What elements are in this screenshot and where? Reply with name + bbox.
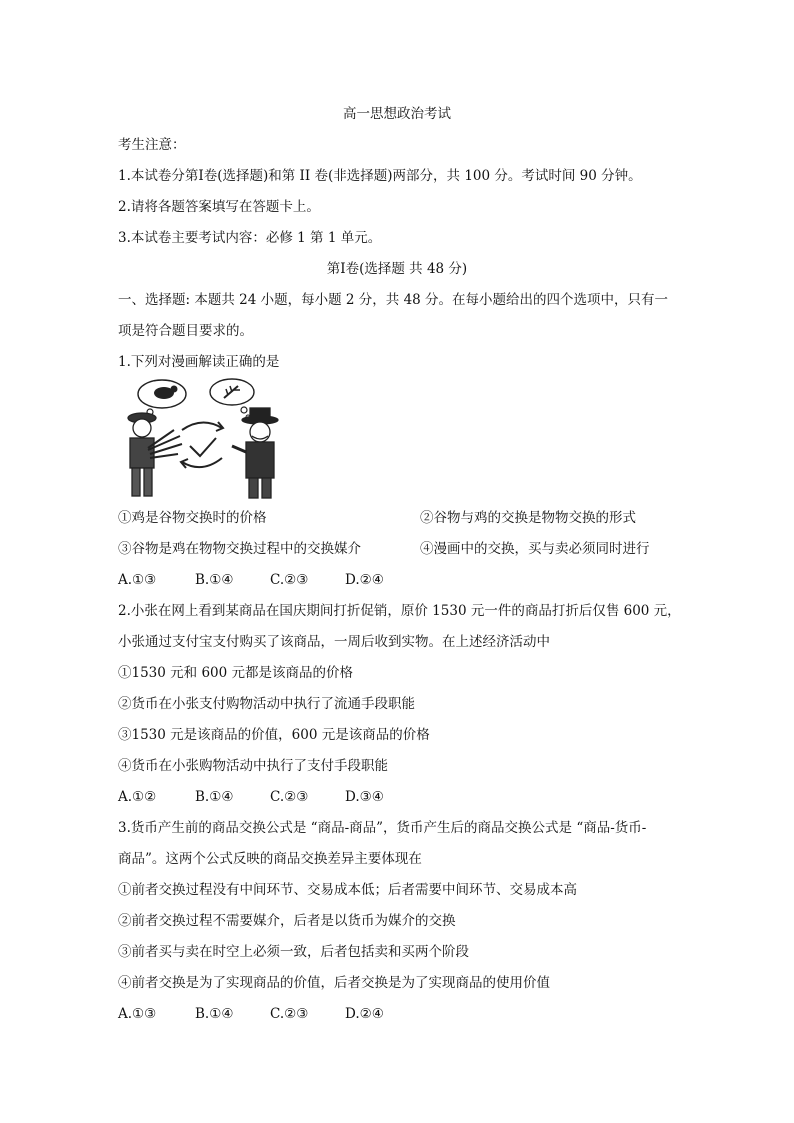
q1-statement-2: ②谷物与鸡的交换是物物交换的形式: [420, 510, 636, 526]
farmer-figure: [128, 413, 182, 496]
q3-choice-c: C.②③: [270, 1006, 309, 1022]
q3-statement-3: ③前者买与卖在时空上必须一致，后者包括卖和买两个阶段: [118, 944, 469, 960]
exam-title: 高一思想政治考试: [343, 106, 451, 122]
q1-statement-3: ③谷物是鸡在物物交换过程中的交换媒介: [118, 541, 361, 557]
q1-choice-d: D.②④: [345, 572, 384, 588]
q2-choice-c: C.②③: [270, 789, 309, 805]
notice-heading: 考生注意：: [118, 137, 186, 153]
thought-bubble-grain-icon: [210, 379, 254, 419]
q1-statement-1: ①鸡是谷物交换时的价格: [118, 510, 267, 526]
q3-statement-4: ④前者交换是为了实现商品的价值，后者交换是为了实现商品的使用价值: [118, 975, 550, 991]
q1-statement-4: ④漫画中的交换，买与卖必须同时进行: [420, 541, 650, 557]
q3-choice-d: D.②④: [345, 1006, 384, 1022]
q2-statement-1: ①1530 元和 600 元都是该商品的价格: [118, 665, 353, 681]
exchange-arrows-icon: [181, 422, 223, 468]
merchant-figure: [232, 408, 278, 498]
q1-choice-a: A.①③: [118, 572, 157, 588]
section-intro: 项是符合题目要求的。: [118, 323, 253, 339]
q1-choice-c: C.②③: [270, 572, 309, 588]
notice-item: 2.请将各题答案填写在答题卡上。: [118, 199, 320, 215]
section-intro: 一、选择题: 本题共 24 小题，每小题 2 分，共 48 分。在每小题给出的四个选项中，只有一: [118, 292, 669, 308]
notice-item: 3.本试卷主要考试内容：必修 1 第 1 单元。: [118, 230, 382, 246]
q2-choice-a: A.①②: [118, 789, 157, 805]
q2-choice-d: D.③④: [345, 789, 384, 805]
part1-title: 第Ⅰ卷(选择题 共 48 分): [326, 261, 468, 277]
q3-statement-1: ①前者交换过程没有中间环节、交易成本低；后者需要中间环节、交易成本高: [118, 882, 577, 898]
barter-cartoon: [120, 378, 285, 500]
question-1-stem: 1.下列对漫画解读正确的是: [118, 354, 280, 370]
q2-statement-4: ④货币在小张购物活动中执行了支付手段职能: [118, 758, 388, 774]
q2-statement-3: ③1530 元是该商品的价值，600 元是该商品的价格: [118, 727, 430, 743]
q3-statement-2: ②前者交换过程不需要媒介，后者是以货币为媒介的交换: [118, 913, 456, 929]
question-2-stem: 2.小张在网上看到某商品在国庆期间打折促销，原价 1530 元一件的商品打折后仅售 600 元，: [118, 603, 681, 619]
notice-item: 1.本试卷分第Ⅰ卷(选择题)和第 II 卷(非选择题)两部分，共 100 分。考试时间 90 分钟。: [118, 168, 642, 184]
question-3-stem: 3.货币产生前的商品交换公式是 “商品-商品”，货币产生后的商品交换公式是 “商品-货币-: [118, 820, 647, 836]
question-3-stem: 商品”。这两个公式反映的商品交换差异主要体现在: [118, 851, 422, 867]
q2-statement-2: ②货币在小张支付购物活动中执行了流通手段职能: [118, 696, 415, 712]
q3-choice-a: A.①③: [118, 1006, 157, 1022]
q3-choice-b: B.①④: [195, 1006, 234, 1022]
q2-choice-b: B.①④: [195, 789, 234, 805]
question-2-stem: 小张通过支付宝支付购买了该商品，一周后收到实物。在上述经济活动中: [118, 634, 550, 650]
q1-choice-b: B.①④: [195, 572, 234, 588]
